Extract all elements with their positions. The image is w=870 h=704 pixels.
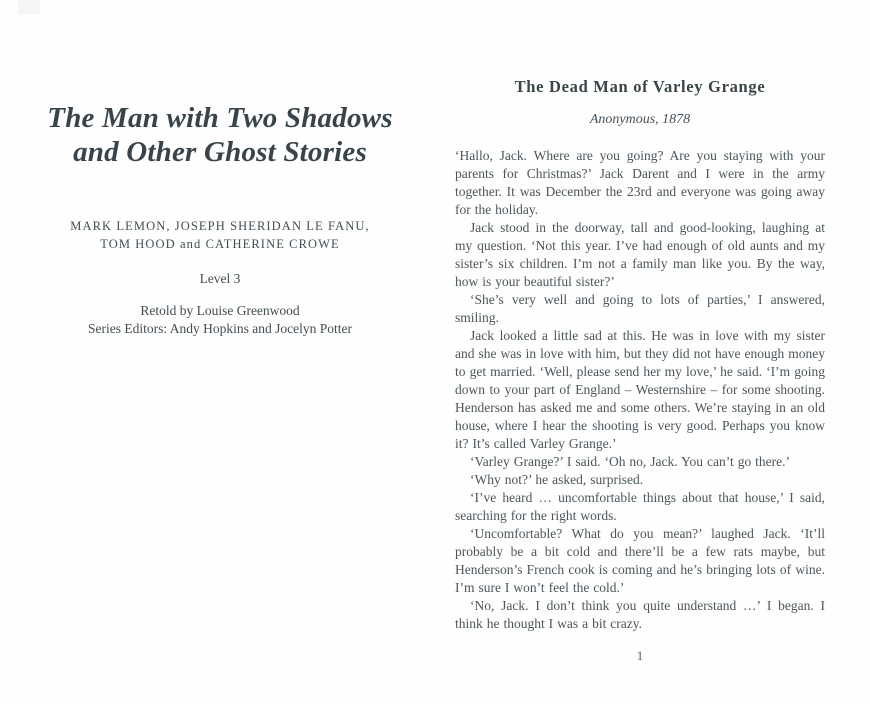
story-paragraph: ‘Hallo, Jack. Where are you going? Are you staying with your parents for Christmas?’ Jack Darent and I were in the army together. It was December the 23rd and everyone was going away for the holiday.	[455, 148, 825, 217]
series-editors: Series Editors: Andy Hopkins and Jocelyn Potter	[88, 321, 352, 336]
story-byline: Anonymous, 1878	[589, 112, 691, 127]
credits	[30, 302, 410, 338]
story-paragraph: ‘Why not?’ he asked, surprised.	[470, 472, 644, 487]
story-paragraph: ‘I’ve heard … uncomfortable things about that house,’ I said, searching for the right words.	[455, 490, 825, 523]
story-paragraph: ‘Uncomfortable? What do you mean?’ laughed Jack. ‘It’ll probably be a bit cold and there’ll be a few rats maybe, but Henderson’s French cook is coming and he’s bringing lots of wine. I’m sure I won’t feel the cold.’	[455, 526, 825, 595]
story-title: The Dead Man of Varley Grange	[514, 77, 766, 96]
authors-line1: MARK LEMON, JOSEPH SHERIDAN LE FANU,	[70, 219, 370, 233]
story-paragraph: ‘Varley Grange?’ I said. ‘Oh no, Jack. You can’t go there.’	[470, 454, 791, 469]
retold-by: Retold by Louise Greenwood	[140, 303, 300, 318]
page-number: 1	[636, 648, 644, 663]
story-paragraph: ‘She’s very well and going to lots of parties,’ I answered, smiling.	[455, 292, 825, 325]
authors-line2: TOM HOOD and CATHERINE CROWE	[100, 237, 340, 251]
story-paragraph: Jack stood in the doorway, tall and good-looking, laughing at my question. ‘Not this year. I’ve had enough of old aunts and my sister’s six children. I’m not a family man like you. By the way, how is your beautiful sister?’	[455, 220, 825, 289]
story-body	[455, 147, 825, 633]
level-label: Level 3	[199, 271, 241, 286]
book-title-line1: The Man with Two Shadows	[47, 102, 393, 134]
left-page	[30, 0, 410, 704]
story-paragraph: Jack looked a little sad at this. He was in love with my sister and she was in love with him, but they did not have enough money to get married. ‘Well, please send her my love,’ he said. ‘I’m going down to your part of England – Westernshire – for some shooting. Henderson has asked me and some others. We’re staying in an old house, where I hear the shooting is very good. Perhaps you know it? It’s called Varley Grange.’	[455, 328, 825, 451]
book-title	[30, 101, 410, 169]
story-paragraph: ‘No, Jack. I don’t think you quite understand …’ I began. I think he thought I was a bit crazy.	[455, 598, 825, 631]
right-page	[455, 0, 825, 704]
authors	[30, 217, 410, 253]
book-title-line2: and Other Ghost Stories	[73, 136, 367, 168]
